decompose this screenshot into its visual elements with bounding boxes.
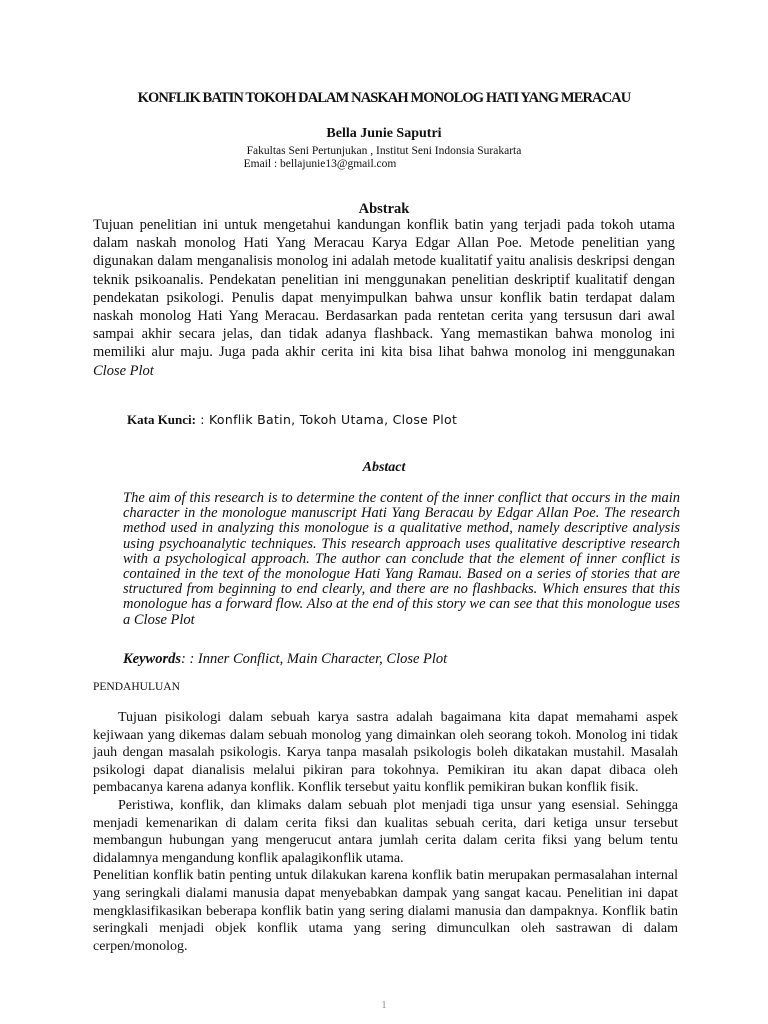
abstrak-close-plot: Close Plot <box>93 362 154 379</box>
paragraph-1: Tujuan pisikologi dalam sebuah karya sastra adalah bagaimana kita dapat memahami aspek kejiwaan yang dikemas dalam sebuah monolog yang dimainkan oleh seorang tokoh. Monolog ini tidak jauh dengan masalah psikologis. Karya tanpa masalah psikologis boleh dikatakan mustahil. Masalah psikologi dapat dianalisis melalui pikiran para tokohnya. Pemikiran itu akan dapat dibaca oleh pembacanya karena adanya konflik. Konflik tersebut yaitu konflik pemikiran bukan konflik fisik. <box>93 710 678 796</box>
kata-kunci <box>127 412 457 429</box>
kata-kunci-label: Kata Kunci: <box>127 412 196 427</box>
author-affiliation: Fakultas Seni Pertunjukan , Institut Seni Indonsia Surakarta <box>246 145 522 157</box>
paragraph-2: Peristiwa, konflik, dan klimaks dalam sebuah plot menjadi tiga unsur yang esensial. Sehingga menjadi kemenarikan di dalam cerita fiksi dan kualitas sebuah cerita, dari ketiga unsur tersebut membangun hubungan yang mengerucut antara jumlah cerita dalam cerita fiksi yang belum tentu didalamnya mengandung konflik apalagikonflik utama. <box>93 797 678 866</box>
author-name: Bella Junie Saputri <box>326 126 442 141</box>
paragraph-3: Penelitian konflik batin penting untuk dilakukan karena konflik batin merupakan permasalahan internal yang seringkali dialami manusia dapat menyebabkan dampak yang sangat kacau. Penelitian ini dapat mengklasifikasikan beberapa konflik batin yang sering dialami manusia dan dampaknya. Konflik batin seringkali menjadi objek konflik utama yang sering dimunculkan oleh sastrawan di dalam cerpen/monolog. <box>93 868 678 954</box>
page-number: 1 <box>381 1000 387 1011</box>
kata-kunci-value: : Konflik Batin, Tokoh Utama, Close Plot <box>195 412 458 427</box>
section-body <box>93 709 678 955</box>
abstrak-text: Tujuan penelitian ini untuk mengetahui kandungan konflik batin yang terjadi pada tokoh utama dalam naskah monolog Hati Yang Meracau Karya Edgar Allan Poe. Metode penelitian yang digunakan dalam menganalisis monolog ini adalah metode kualitatif yaitu analisis deskripsi dengan teknik psikoanalis. Pendekatan penelitian ini menggunakan penelitian deskriptif kualitatif dengan pendekatan psikologi. Penulis dapat menyimpulkan bahwa unsur konflik batin terdapat dalam naskah monolog Hati Yang Meracau. Berdasarkan pada rentetan cerita yang tersusun dari awal sampai akhir secara jelas, dan tidak adanya flashback. Yang memastikan bahwa monolog ini memiliki alur maju. Juga pada akhir cerita ini kita bisa lihat bahwa monolog ini menggunakan <box>93 217 675 361</box>
keywords-value: : : Inner Conflict, Main Character, Close Plot <box>181 651 448 667</box>
abstrak-body <box>93 216 675 380</box>
abstrak-heading: Abstrak <box>358 201 410 217</box>
abstact-body: The aim of this research is to determine the content of the inner conflict that occurs in the main character in the monologue manuscript Hati Yang Beracau by Edgar Allan Poe. The research method used in analyzing this monologue is a qualitative method, namely descriptive analysis using psychoanalytic techniques. This research approach uses qualitative descriptive research with a psychological approach. The author can conclude that the element of inner conflict is contained in the text of the monologue Hati Yang Ramau. Based on a series of stories that are structured from beginning to end clearly, and there are no flashbacks. Which ensures that this monologue has a forward flow. Also at the end of this story we can see that this monologue uses a Close Plot <box>123 490 680 628</box>
paper-title: KONFLIK BATIN TOKOH DALAM NASKAH MONOLOG HATI YANG MERACAU <box>137 90 631 106</box>
abstact-heading: Abstact <box>362 460 406 475</box>
author-email: Email : bellajunie13@gmail.com <box>243 158 397 170</box>
keywords <box>123 651 447 668</box>
section-heading: PENDAHULUAN <box>93 681 180 693</box>
keywords-label: Keywords <box>123 651 181 667</box>
